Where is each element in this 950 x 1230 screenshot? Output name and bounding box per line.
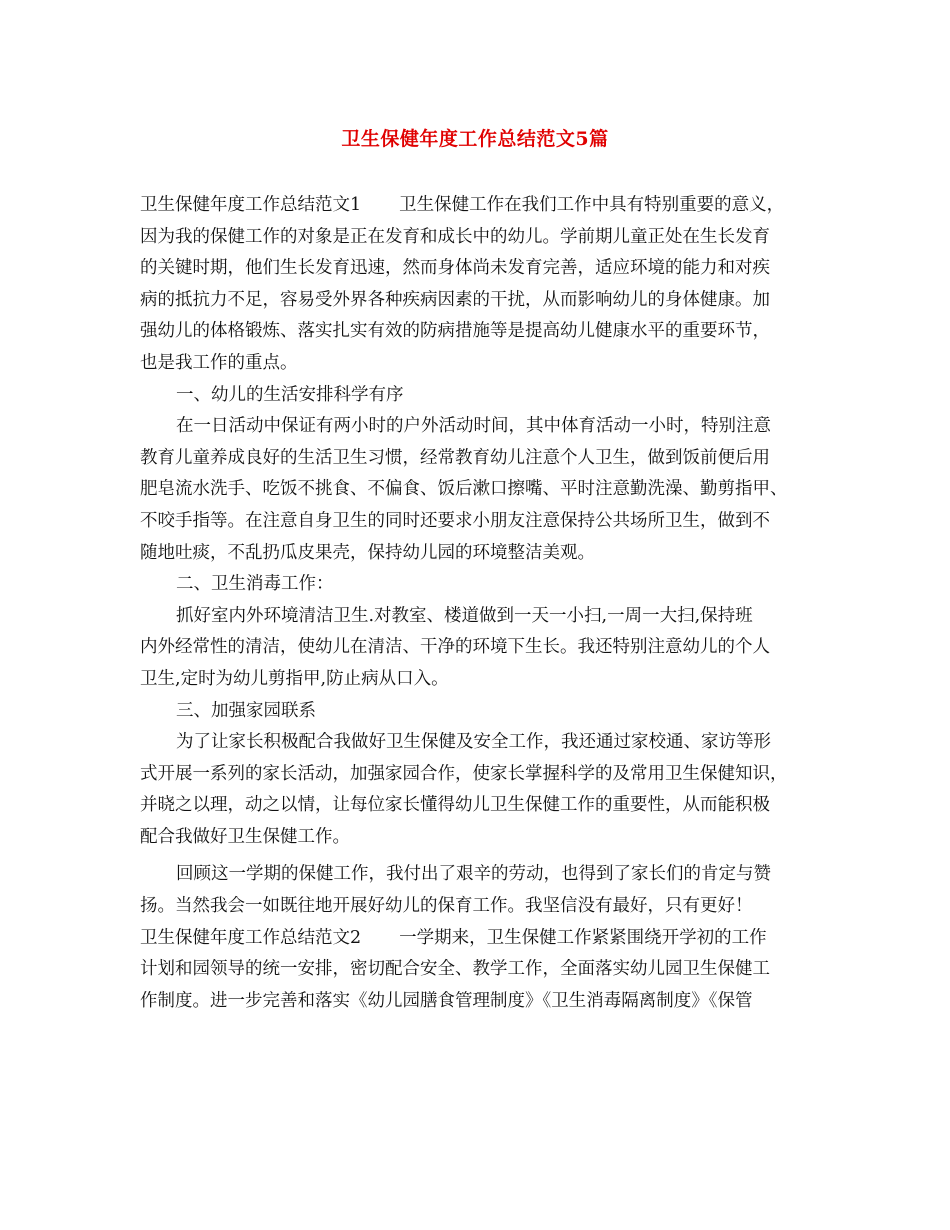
text-line: 教育儿童养成良好的生活卫生习惯，经常教育幼儿注意个人卫生，做到饭前便后用	[140, 447, 770, 468]
text-line: 抓好室内外环境清洁卫生.对教室、楼道做到一天一小扫,一周一大扫,保持班	[176, 605, 753, 626]
section2-heading: 卫生保健年度工作总结范文2	[140, 927, 362, 948]
text-line: 因为我的保健工作的对象是正在发育和成长中的幼儿。学前期儿童正处在生长发育	[140, 226, 770, 247]
text-line: 内外经常性的清洁，使幼儿在清洁、干净的环境下生长。我还特别注意幼儿的个人	[140, 637, 770, 658]
text-line: 的关键时期，他们生长发育迅速，然而身体尚未发育完善，适应环境的能力和对疾	[140, 258, 770, 279]
text-line: 强幼儿的体格锻炼、落实扎实有效的防病措施等是提高幼儿健康水平的重要环节，	[140, 321, 770, 342]
subsection-3-body	[140, 727, 816, 853]
text-line: 随地吐痰，不乱扔瓜皮果壳，保持幼儿园的环境整洁美观。	[140, 542, 595, 563]
section1-intro	[140, 190, 816, 380]
text-line: 扬。当然我会一如既往地开展好幼儿的保育工作。我坚信没有最好，只有更好！	[140, 896, 753, 917]
text-line: 计划和园领导的统一安排，密切配合安全、教学工作，全面落实幼儿园卫生保健工	[140, 959, 770, 980]
text-line: 作制度。进一步完善和落实《幼儿园膳食管理制度》《卫生消毒隔离制度》《保管	[140, 990, 753, 1011]
document-title: 卫生保健年度工作总结范文5篇	[341, 128, 609, 150]
text-line: 不咬手指等。在注意自身卫生的同时还要求小朋友注意保持公共场所卫生，做到不	[140, 510, 770, 531]
section1-first-line	[140, 190, 816, 222]
text-line: 在一日活动中保证有两小时的户外活动时间，其中体育活动一小时，特别注意	[176, 416, 771, 437]
text-line: 卫生,定时为幼儿剪指甲,防止病从口入。	[140, 668, 449, 689]
text-line: 式开展一系列的家长活动，加强家园合作，使家长掌握科学的及常用卫生保健知识，	[140, 763, 788, 784]
text-line: 病的抵抗力不足，容易受外界各种疾病因素的干扰，从而影响幼儿的身体健康。加	[140, 289, 770, 310]
subheading-3: 三、加强家园联系	[176, 700, 316, 721]
text-line: 一学期来，卫生保健工作紧紧围绕开学初的工作	[399, 927, 767, 948]
text-line: 也是我工作的重点。	[140, 352, 298, 373]
text-line: 卫生保健工作在我们工作中具有特别重要的意义，	[399, 195, 785, 215]
subsection-2-body	[140, 601, 816, 696]
text-line: 为了让家长积极配合我做好卫生保健及安全工作，我还通过家校通、家访等形	[176, 732, 771, 753]
subheading-1: 一、幼儿的生活安排科学有序	[176, 384, 404, 405]
text-line: 肥皂流水洗手、吃饭不挑食、不偏食、饭后漱口擦嘴、平时注意勤洗澡、勤剪指甲、	[140, 479, 788, 500]
subsection-1-body	[140, 411, 816, 569]
section2-intro	[140, 923, 816, 1018]
document-body	[140, 190, 816, 1017]
subheading-2: 二、卫生消毒工作：	[176, 574, 334, 595]
section1-heading: 卫生保健年度工作总结范文1	[140, 195, 362, 215]
text-line: 并晓之以理，动之以情，让每位家长懂得幼儿卫生保健工作的重要性，从而能积极	[140, 795, 770, 816]
text-line: 回顾这一学期的保健工作，我付出了艰辛的劳动，也得到了家长们的肯定与赞	[176, 864, 771, 885]
closing-paragraph	[140, 859, 816, 922]
section2-first-line	[140, 923, 816, 955]
text-line: 配合我做好卫生保健工作。	[140, 826, 350, 847]
